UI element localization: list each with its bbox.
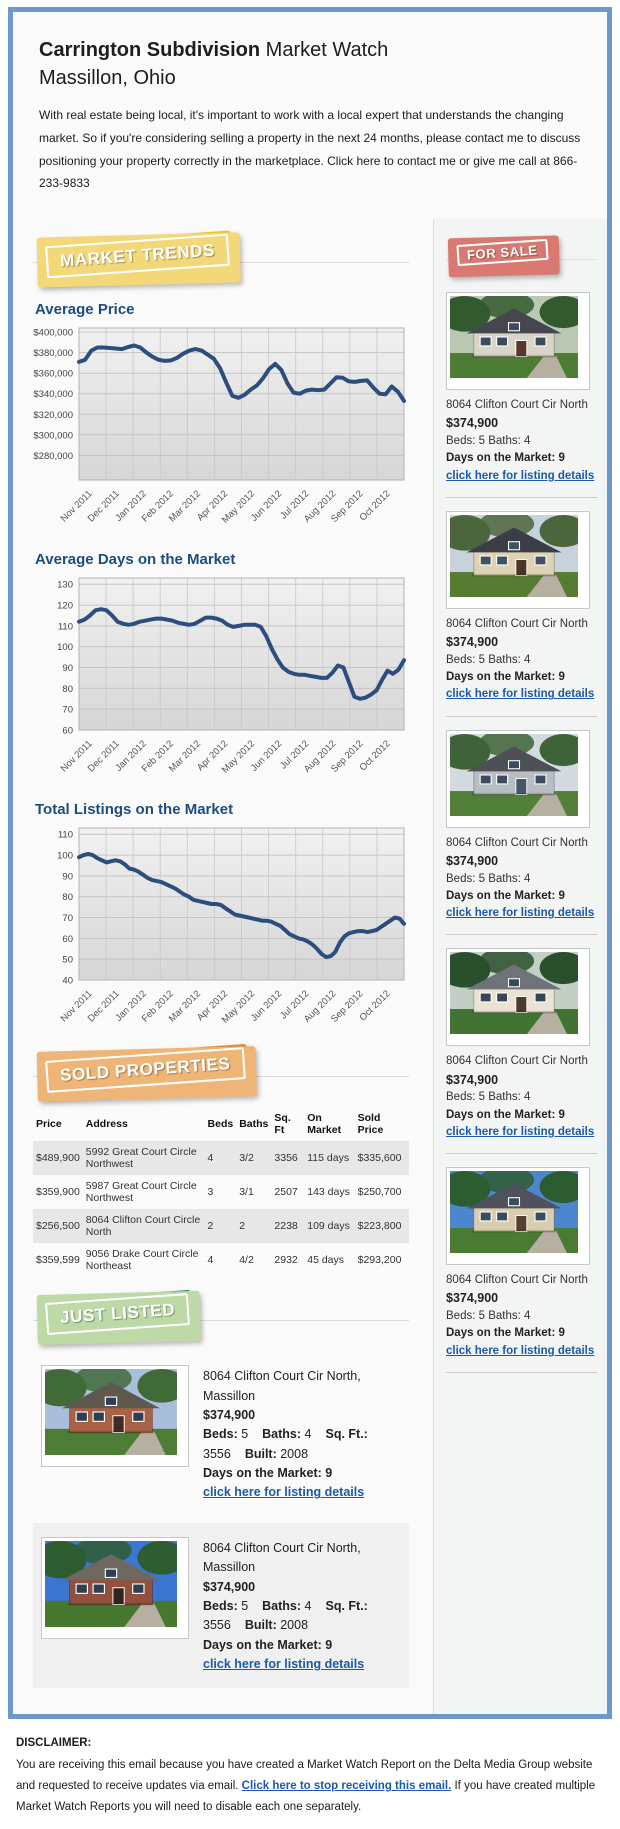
y-tick-label: $280,000: [33, 451, 73, 463]
disclaimer-heading: DISCLAIMER:: [16, 1737, 92, 1750]
average-days-on-the-market-chart-svg: [33, 574, 408, 782]
for-sale-listing: [446, 935, 597, 1154]
spec-value: 3556: [203, 1446, 231, 1461]
x-tick-label: Dec 2011: [85, 738, 122, 775]
table-cell: $293,200: [357, 1254, 402, 1267]
x-tick-label: Sep 2012: [328, 988, 366, 1026]
average-days-heading: Average Days on the Market: [35, 551, 236, 569]
y-tick-label: 100: [57, 850, 73, 862]
x-tick-label: Mar 2012: [166, 488, 203, 525]
x-tick-label: Apr 2012: [195, 488, 231, 524]
table-row: [33, 1209, 409, 1243]
content-columns: [13, 219, 607, 1714]
x-tick-label: Nov 2011: [58, 988, 95, 1025]
for-sale-badge: FOR SALE: [453, 236, 551, 270]
listing-details-link[interactable]: click here for listing details: [203, 1657, 365, 1672]
table-cell: 3: [207, 1186, 214, 1199]
tan-two-story-house-photo: [450, 515, 578, 597]
spec-label: Baths:: [262, 1427, 305, 1442]
listing-days-on-market: Days on the Market: 9: [446, 1327, 565, 1340]
y-tick-label: $400,000: [33, 327, 73, 339]
table-cell: 4: [207, 1254, 214, 1267]
table-row: [33, 1243, 409, 1277]
property-photo[interactable]: [446, 511, 590, 609]
listing-beds-baths: Beds: 5 Baths: 4: [446, 1310, 531, 1323]
column-header: On Market: [307, 1112, 342, 1137]
column-header: Beds: [207, 1118, 234, 1131]
table-cell: 4: [207, 1152, 214, 1165]
x-tick-label: Jan 2012: [113, 488, 149, 524]
property-photo[interactable]: [41, 1537, 189, 1639]
listing-details: [203, 1365, 401, 1503]
page-title: [39, 36, 581, 92]
table-cell: 5987 Great Court Circle Northwest: [85, 1180, 197, 1205]
disclaimer-text-before: You are receiving this email because you have created a Market Watch Report on the Delta Media Group website and requested to receive updates via email.: [16, 1758, 593, 1792]
property-photo[interactable]: [446, 948, 590, 1046]
report-name: Carrington Subdivision: [39, 39, 261, 61]
spec-value: 3556: [203, 1618, 231, 1633]
listing-details: [203, 1537, 401, 1675]
total-listings-heading: Total Listings on the Market: [35, 801, 234, 819]
table-cell: $223,800: [357, 1220, 402, 1233]
table-cell: 2238: [274, 1220, 298, 1233]
x-tick-label: Oct 2012: [357, 738, 393, 774]
main-column: [13, 219, 425, 1714]
listing-days-on-market: Days on the Market: 9: [446, 671, 565, 684]
listing-details-link[interactable]: click here for listing details: [446, 1344, 595, 1357]
table-cell: 5992 Great Court Circle Northwest: [85, 1146, 197, 1171]
table-cell: $256,500: [36, 1220, 80, 1233]
intro-paragraph: With real estate being local, it's important to work with a local expert that understands the changing market. So if you're considering selling a property in the next 24 months, please contact me to discuss positioning your property correctly in the marketplace. Click here to contact me or give me call at 866-233-9833: [39, 108, 581, 191]
spec-label: Built:: [244, 1618, 281, 1633]
x-tick-label: Jul 2012: [278, 488, 312, 522]
y-tick-label: 130: [57, 579, 73, 591]
sold-properties-table: [33, 1107, 409, 1277]
blue-gray-craftsman-house-photo: [450, 734, 578, 816]
for-sale-sidebar: [433, 219, 607, 1714]
table-cell: 3356: [274, 1152, 298, 1165]
listing-details-link[interactable]: click here for listing details: [446, 688, 595, 701]
just-listed-list: [33, 1351, 409, 1688]
listing-specs: [203, 1425, 401, 1464]
market-trends-badge: MARKET TRENDS: [42, 231, 233, 282]
listing-address: 8064 Clifton Court Cir North: [446, 1274, 588, 1287]
y-tick-label: $380,000: [33, 348, 73, 360]
column-header: Address: [85, 1118, 128, 1131]
for-sale-listing: [446, 498, 597, 717]
x-tick-label: Aug 2012: [301, 738, 339, 776]
y-tick-label: 80: [62, 684, 73, 696]
total-listings-on-the-market-chart-svg: [33, 824, 408, 1032]
spec-value: 5: [241, 1598, 249, 1613]
listing-days-on-market: Days on the Market: 9: [446, 889, 565, 902]
for-sale-listing: [446, 717, 597, 936]
table-cell: 115 days: [307, 1152, 350, 1165]
y-tick-label: 80: [62, 892, 73, 904]
listing-address: 8064 Clifton Court Cir North, Massillon: [203, 1540, 361, 1575]
stone-mansion-house-photo: [450, 952, 578, 1034]
x-tick-label: Jul 2012: [278, 738, 312, 772]
listing-price: $374,900: [203, 1579, 256, 1594]
x-tick-label: Dec 2011: [85, 488, 122, 525]
x-tick-label: Mar 2012: [166, 738, 203, 775]
listing-details: [446, 1272, 597, 1360]
x-tick-label: Aug 2012: [301, 488, 339, 526]
listing-days-on-market: Days on the Market: 9: [203, 1637, 333, 1652]
listing-price: $374,900: [446, 853, 499, 868]
listing-price: $374,900: [446, 1072, 499, 1087]
average-price-chart: [33, 324, 409, 537]
table-cell: $489,900: [36, 1152, 80, 1165]
just-listed-item: [33, 1523, 409, 1689]
table-cell: $250,700: [357, 1186, 402, 1199]
spec-value: 2008: [280, 1618, 309, 1633]
table-cell: 109 days: [307, 1220, 350, 1233]
listing-beds-baths: Beds: 5 Baths: 4: [446, 653, 531, 666]
sold-properties-badge: SOLD PROPERTIES: [42, 1044, 249, 1096]
average-days-chart: [33, 574, 409, 787]
disclaimer: [16, 1733, 604, 1818]
x-tick-label: Feb 2012: [139, 988, 176, 1025]
y-tick-label: 70: [62, 704, 73, 716]
listing-details: [446, 397, 597, 485]
average-price-heading: Average Price: [35, 301, 135, 319]
total-listings-section: [33, 801, 409, 1037]
spec-value: 4: [304, 1598, 312, 1613]
x-tick-label: Apr 2012: [195, 738, 231, 774]
table-cell: 2932: [274, 1254, 298, 1267]
property-photo[interactable]: [446, 292, 590, 390]
spec-value: 4: [304, 1427, 312, 1442]
market-trends-badge-row: [33, 229, 409, 287]
x-tick-label: Oct 2012: [357, 988, 393, 1024]
table-cell: 2507: [274, 1186, 298, 1199]
unsubscribe-link[interactable]: Click here to stop receiving this email.: [241, 1779, 452, 1792]
x-tick-label: May 2012: [219, 988, 258, 1026]
x-tick-label: Jun 2012: [248, 488, 285, 524]
x-tick-label: Nov 2011: [58, 488, 95, 525]
listing-beds-baths: Beds: 5 Baths: 4: [446, 872, 531, 885]
y-tick-label: 50: [62, 954, 73, 966]
listing-details-link[interactable]: click here for listing details: [446, 907, 595, 920]
listing-days-on-market: Days on the Market: 9: [203, 1466, 333, 1481]
spec-label: Beds:: [203, 1598, 242, 1613]
for-sale-listing: [446, 1154, 597, 1373]
property-photo[interactable]: [446, 1167, 590, 1265]
column-header: Sold Price: [357, 1112, 384, 1137]
for-sale-listing: [446, 279, 597, 498]
table-cell: 45 days: [307, 1254, 345, 1267]
for-sale-badge-row: [446, 233, 597, 277]
listing-specs: [203, 1597, 401, 1636]
listing-details: [446, 835, 597, 923]
table-cell: $359,599: [36, 1254, 80, 1267]
listing-beds-baths: Beds: 5 Baths: 4: [446, 435, 531, 448]
listing-details: [446, 1053, 597, 1141]
x-tick-label: May 2012: [219, 738, 258, 776]
for-sale-list: [446, 279, 597, 1373]
spec-value: 2008: [280, 1446, 309, 1461]
table-cell: $359,900: [36, 1186, 80, 1199]
listing-address: 8064 Clifton Court Cir North: [446, 399, 588, 412]
table-cell: 3/1: [239, 1186, 254, 1199]
x-tick-label: Feb 2012: [139, 738, 176, 775]
x-tick-label: Jan 2012: [113, 738, 149, 774]
just-listed-item: [33, 1351, 409, 1517]
x-tick-label: Feb 2012: [139, 488, 176, 525]
brick-two-story-house-photo: [45, 1369, 177, 1455]
listing-beds-baths: Beds: 5 Baths: 4: [446, 1091, 531, 1104]
disclaimer-text-after: If you have created multiple Market Watch Reports you will need to disable each one separately.: [16, 1779, 596, 1814]
listing-address: 8064 Clifton Court Cir North: [446, 1055, 588, 1068]
listing-address: 8064 Clifton Court Cir North: [446, 836, 588, 849]
x-tick-label: Mar 2012: [166, 988, 203, 1025]
spec-label: Built:: [244, 1446, 281, 1461]
spec-label: Sq. Ft.:: [325, 1598, 368, 1613]
listing-address: 8064 Clifton Court Cir North: [446, 617, 588, 630]
table-cell: 2: [239, 1220, 246, 1233]
y-tick-label: 100: [57, 642, 73, 654]
y-tick-label: 120: [57, 600, 73, 612]
column-header: Baths: [239, 1118, 269, 1131]
spec-label: Sq. Ft.:: [325, 1427, 368, 1442]
just-listed-badge-row: [33, 1287, 409, 1345]
table-cell: 2: [207, 1220, 214, 1233]
y-tick-label: $320,000: [33, 409, 73, 421]
listing-price: $374,900: [446, 1291, 499, 1306]
y-tick-label: 60: [62, 934, 73, 946]
listing-days-on-market: Days on the Market: 9: [446, 452, 565, 465]
y-tick-label: $300,000: [33, 430, 73, 442]
listing-address: 8064 Clifton Court Cir North, Massillon: [203, 1369, 361, 1403]
x-tick-label: Sep 2012: [328, 738, 366, 776]
spec-label: Baths:: [262, 1598, 305, 1613]
sold-properties-badge-row: [33, 1043, 409, 1101]
tan-garage-house-photo: [450, 1171, 578, 1253]
listing-details-link[interactable]: click here for listing details: [446, 469, 595, 482]
y-tick-label: 90: [62, 871, 73, 883]
listing-details-link[interactable]: click here for listing details: [203, 1485, 365, 1500]
table-cell: 9056 Drake Court Circle Northeast: [85, 1248, 199, 1273]
listing-price: $374,900: [446, 635, 499, 650]
average-price-section: [33, 301, 409, 537]
property-photo[interactable]: [446, 730, 590, 828]
listing-details: [446, 616, 597, 704]
y-tick-label: 110: [57, 621, 73, 633]
average-days-section: [33, 551, 409, 787]
table-row: [33, 1141, 409, 1175]
table-row: [33, 1175, 409, 1209]
x-tick-label: Jul 2012: [278, 988, 312, 1022]
total-listings-chart: [33, 824, 409, 1037]
listing-price: $374,900: [203, 1407, 256, 1422]
x-tick-label: Jan 2012: [113, 988, 149, 1024]
listing-days-on-market: Days on the Market: 9: [446, 1108, 565, 1121]
x-tick-label: Apr 2012: [195, 988, 231, 1024]
column-header: Sq. Ft: [274, 1112, 291, 1137]
x-tick-label: Nov 2011: [58, 738, 95, 775]
table-cell: 8064 Clifton Court Circle North: [85, 1214, 201, 1239]
table-cell: 3/2: [239, 1152, 254, 1165]
x-tick-label: Jun 2012: [248, 738, 285, 774]
listing-details-link[interactable]: click here for listing details: [446, 1125, 595, 1138]
column-header: Price: [36, 1118, 62, 1131]
gray-craftsman-house-photo: [450, 296, 578, 378]
report-location: Massillon, Ohio: [39, 67, 176, 89]
report-header: [13, 12, 607, 211]
y-tick-label: 110: [57, 829, 73, 841]
x-tick-label: Dec 2011: [85, 988, 122, 1025]
y-tick-label: $340,000: [33, 389, 73, 401]
email-frame: [8, 7, 612, 1719]
y-tick-label: 60: [62, 725, 73, 737]
y-tick-label: $360,000: [33, 368, 73, 380]
spec-value: 5: [241, 1427, 249, 1442]
x-tick-label: Oct 2012: [357, 488, 393, 524]
red-brick-house-photo: [45, 1541, 177, 1627]
average-price-chart-svg: [33, 324, 408, 532]
x-tick-label: Aug 2012: [301, 988, 339, 1026]
table-cell: $335,600: [357, 1152, 402, 1165]
just-listed-badge: JUST LISTED: [42, 1290, 194, 1338]
x-tick-label: Sep 2012: [328, 488, 366, 526]
x-tick-label: Jun 2012: [248, 988, 285, 1024]
table-header-row: [33, 1107, 409, 1141]
y-tick-label: 70: [62, 913, 73, 925]
y-tick-label: 40: [62, 975, 73, 987]
listing-price: $374,900: [446, 416, 499, 431]
spec-label: Beds:: [203, 1427, 242, 1442]
x-tick-label: May 2012: [219, 488, 258, 526]
table-cell: 4/2: [239, 1254, 254, 1267]
report-type: Market Watch: [260, 39, 389, 61]
property-photo[interactable]: [41, 1365, 189, 1467]
y-tick-label: 90: [62, 663, 73, 675]
table-cell: 143 days: [307, 1186, 350, 1199]
